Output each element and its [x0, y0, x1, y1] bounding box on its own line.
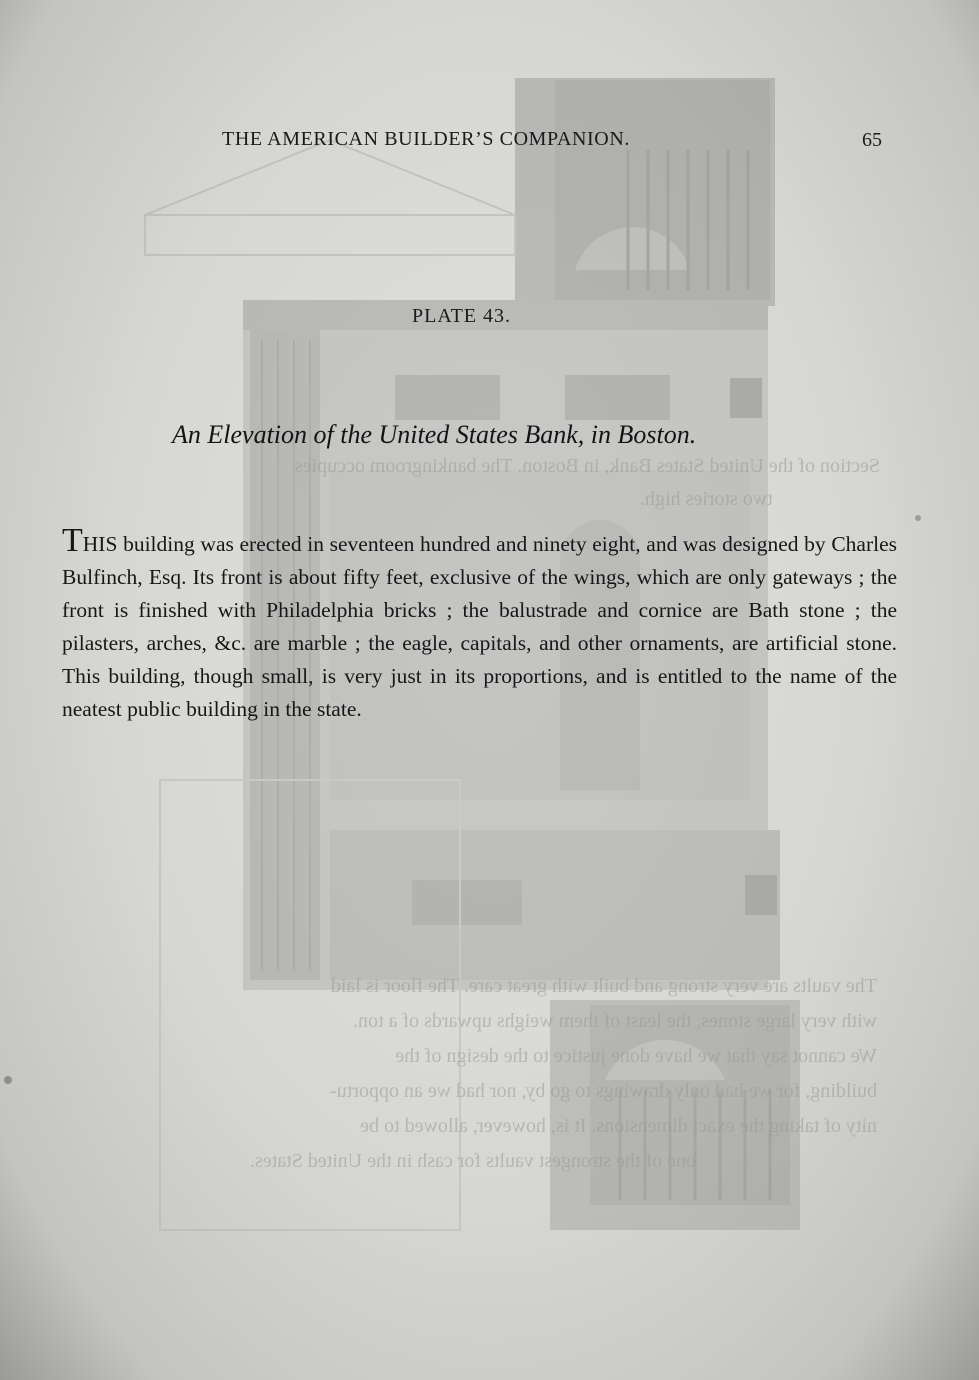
drop-cap: T [62, 522, 83, 559]
plate-label: PLATE 43. [412, 305, 511, 327]
ghost-text-line: building, for we had only drawings to go by, nor had we an opportu- [330, 1080, 877, 1102]
ghost-text-line: with very large stones, the least of them weighs upwards of a ton. [353, 1010, 877, 1032]
ghost-text-line: two stories high. [640, 488, 773, 510]
ghost-text-line: We cannot say that we have done justice to the design of the [395, 1045, 877, 1067]
running-title: THE AMERICAN BUILDER’S COMPANION. [222, 128, 630, 150]
ghost-text-line: one of the strongest vaults for cash in the United States. [250, 1150, 697, 1172]
body-text: HIS building was erected in seventeen hundred and ninety eight, and was designed by Charles Bulfinch, Esq. Its front is about fifty feet, exclusive of the wings, which are only gateways ; the front is finished with Philadelphia bricks ; the balustrade and cornice are Bath stone ; the pilasters, arches, &c. are marble ; the eagle, capitals, and other ornaments, are artificial stone. This building, though small, is very just in its proportions, and is entitled to the name of the neatest public building in the state. [62, 532, 897, 721]
ghost-text-line: nity of taking the exact dimensions. It is, however, allowed to be [360, 1115, 877, 1137]
plate-caption: An Elevation of the United States Bank, in Boston. [172, 420, 697, 449]
ghost-text-line: The vaults are very strong and built with great care. The floor is laid [330, 975, 877, 997]
page-number: 65 [862, 129, 882, 151]
body-paragraph [62, 522, 897, 726]
ghost-text-line: Section of the United States Bank, in Boston. The bankingroom occupies [294, 455, 880, 477]
